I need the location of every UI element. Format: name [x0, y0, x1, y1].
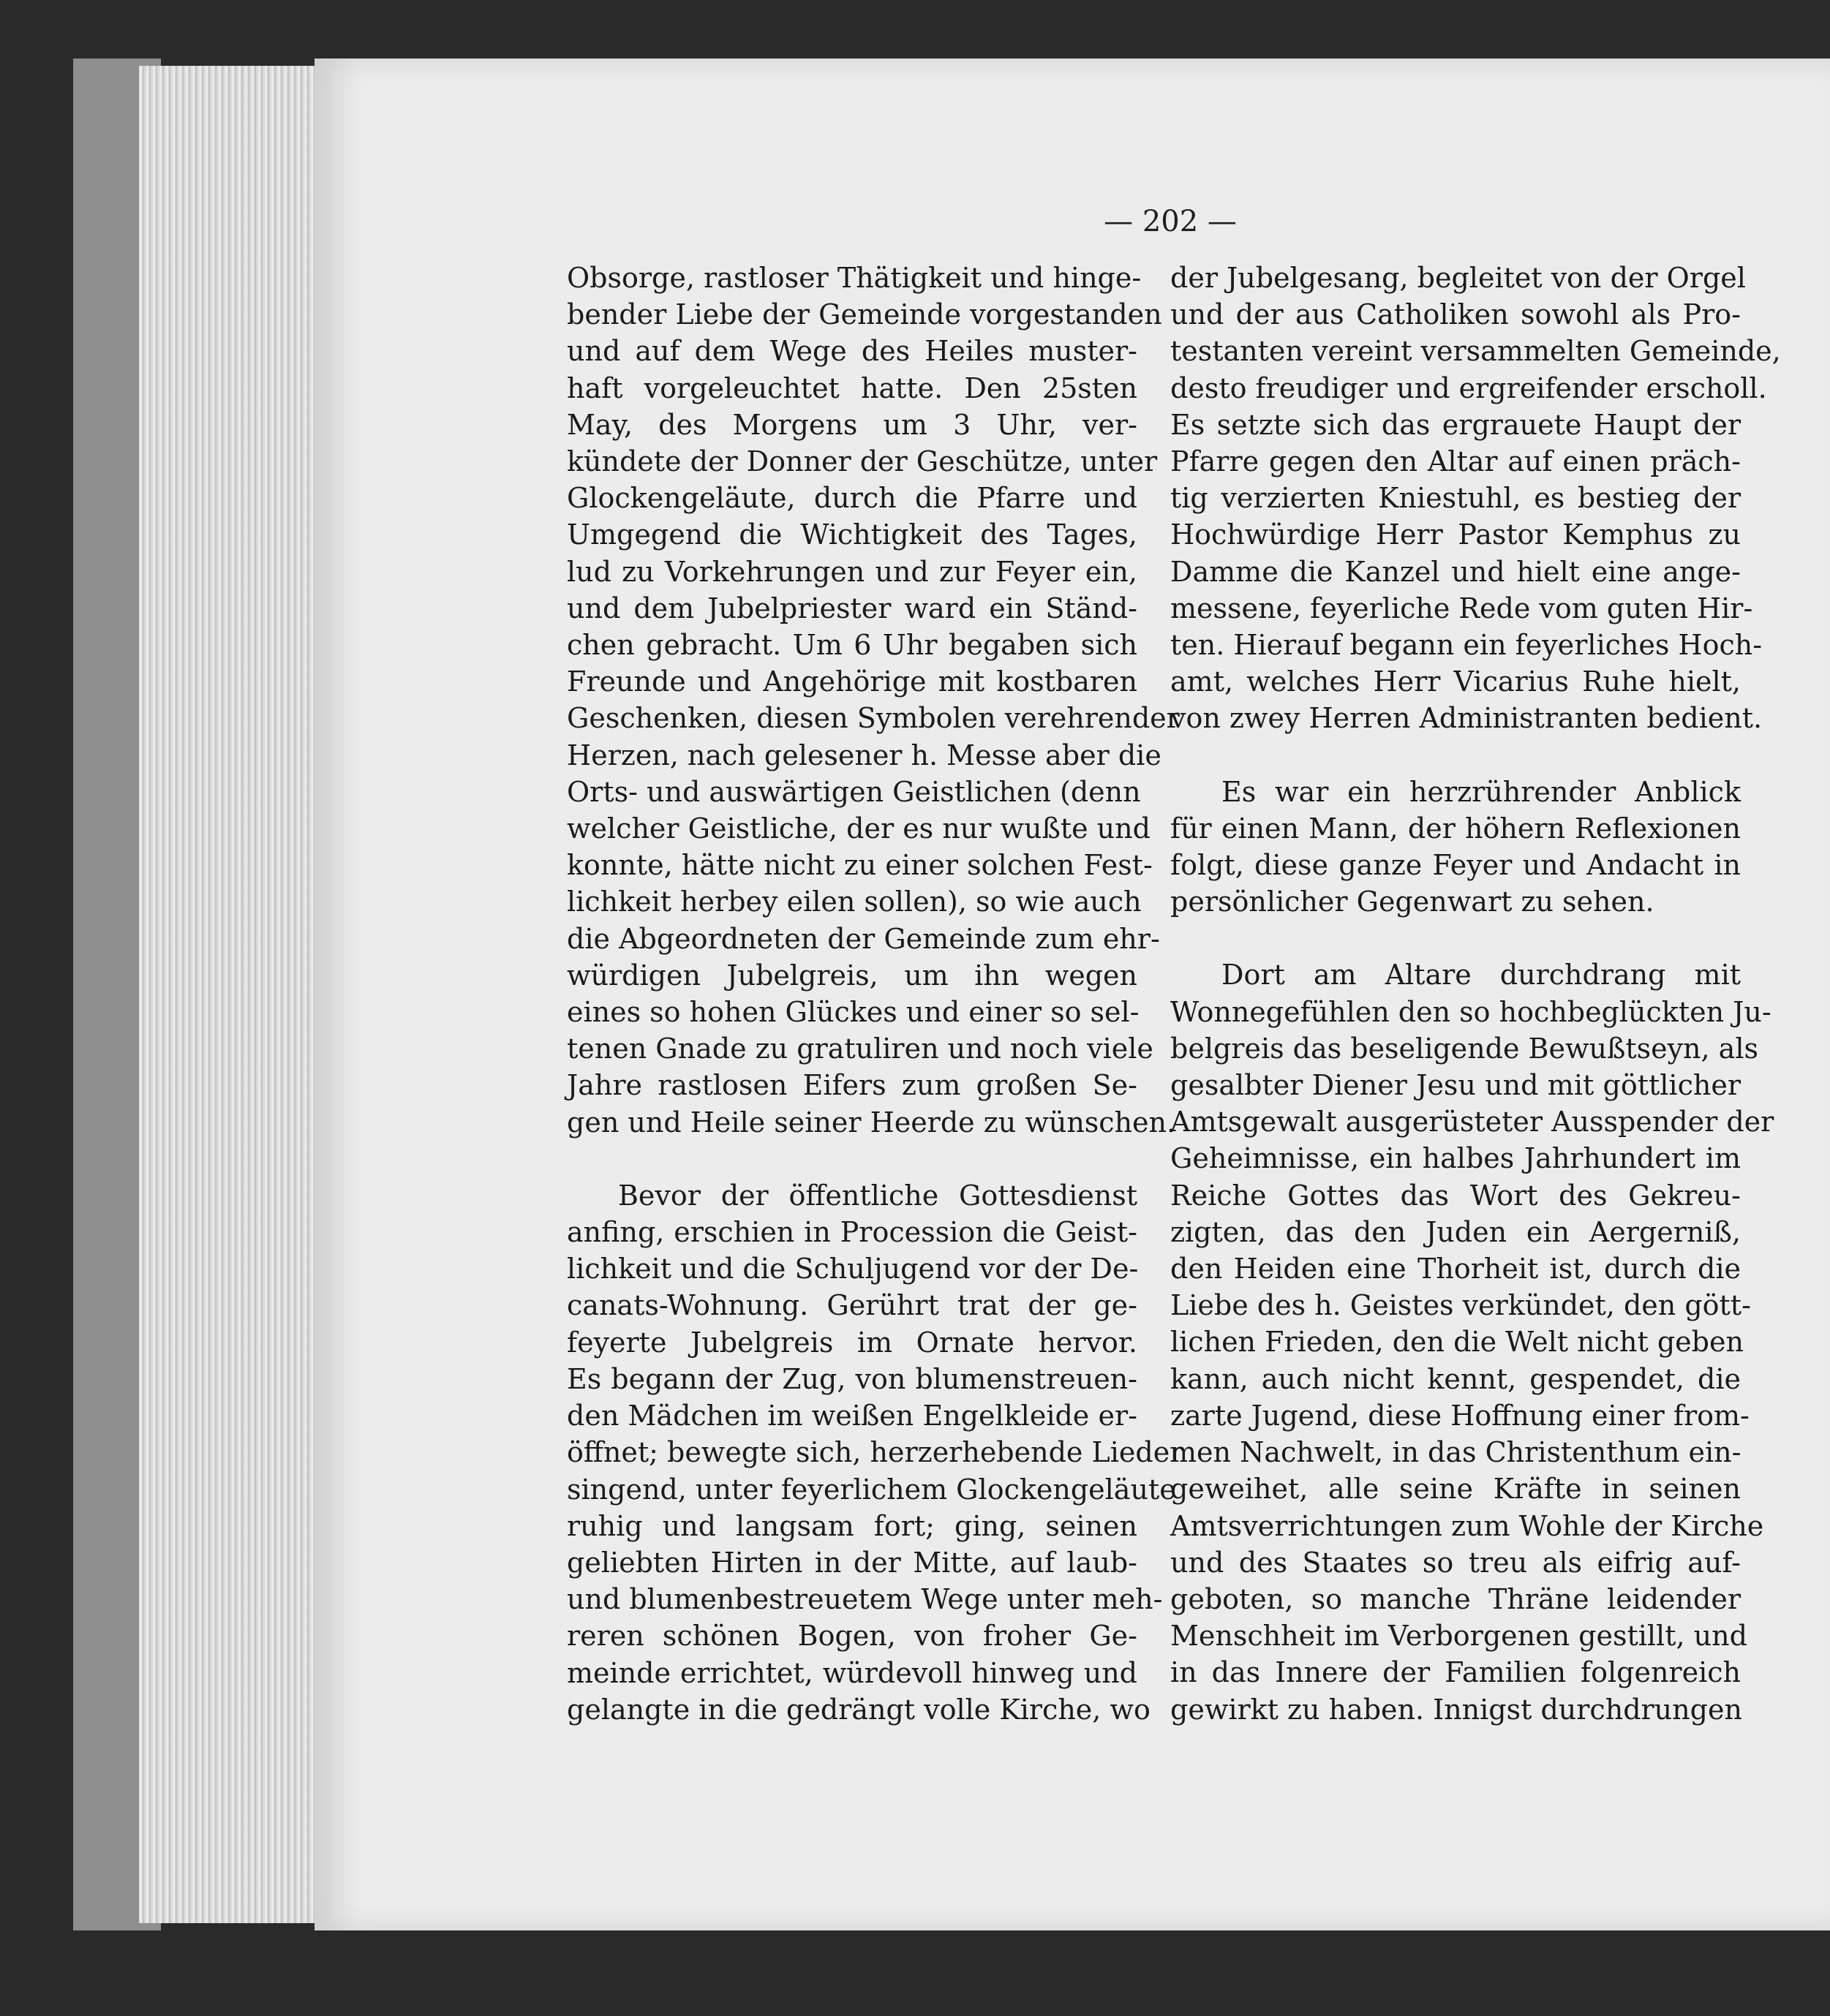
text-line: den Heiden eine Thorheit ist, durch die	[1170, 1253, 1741, 1286]
text-line: konnte, hätte nicht zu einer solchen Fest-	[567, 849, 1153, 882]
paragraph-gap	[1170, 737, 1741, 774]
text-line: geliebten Hirten in der Mitte, auf laub-	[567, 1546, 1137, 1579]
text-line: öffnet; bewegte sich, herzerhebende Lieder	[567, 1436, 1183, 1469]
text-line: testanten vereint versammelten Gemeinde,	[1170, 335, 1781, 368]
text-line: Amtsverrichtungen zum Wohle der Kirche	[1170, 1509, 1764, 1542]
text-line: anfing, erschien in Procession die Geist-	[567, 1216, 1137, 1249]
text-line: folgt, diese ganze Feyer und Andacht in	[1170, 849, 1741, 882]
left-paragraph-2	[567, 1141, 1183, 1728]
text-line: zigten, das den Juden ein Aergerniß,	[1170, 1215, 1741, 1248]
page-number: — 202 —	[1104, 205, 1237, 238]
text-line: belgreis das beseligende Bewußtseyn, als	[1170, 1032, 1758, 1065]
text-line: Hochwürdige Herr Pastor Kemphus zu	[1170, 518, 1741, 551]
text-line: für einen Mann, der höhern Reflexionen	[1170, 812, 1741, 845]
text-line: lichkeit herbey eilen sollen), so wie auch	[567, 886, 1142, 918]
text-line: bender Liebe der Gemeinde vorgestanden	[567, 298, 1162, 331]
text-line: singend, unter feyerlichem Glockengeläute	[567, 1473, 1176, 1506]
text-line: Menschheit im Verborgenen gestillt, und	[1170, 1620, 1747, 1653]
text-line: persönlicher Gegenwart zu sehen.	[1170, 886, 1654, 918]
text-line: Es setzte sich das ergrauete Haupt der	[1170, 408, 1741, 441]
text-line: Jahre rastlosen Eifers zum großen Se-	[567, 1069, 1137, 1102]
text-line: kann, auch nicht kennt, gespendet, die	[1170, 1362, 1741, 1395]
text-line: Es begann der Zug, von blumenstreuen-	[567, 1362, 1137, 1395]
text-line: men Nachwelt, in das Christenthum ein-	[1170, 1436, 1741, 1469]
text-line: canats-Wohnung. Gerührt trat der ge-	[567, 1289, 1137, 1322]
page-edges	[139, 66, 322, 1923]
text-line: in das Innere der Familien folgenreich	[1170, 1656, 1741, 1689]
text-line: eines so hohen Glückes und einer so sel-	[567, 996, 1140, 1029]
text-line: Freunde und Angehörige mit kostbaren	[567, 665, 1137, 698]
text-line: und auf dem Wege des Heiles muster-	[567, 335, 1137, 368]
text-line: geweihet, alle seine Kräfte in seinen	[1170, 1473, 1741, 1506]
text-line: ten. Hierauf begann ein feyerliches Hoch-	[1170, 629, 1763, 662]
text-line: Pfarre gegen den Altar auf einen präch-	[1170, 445, 1741, 478]
text-line: haft vorgeleuchtet hatte. Den 25sten	[567, 371, 1137, 404]
text-line: chen gebracht. Um 6 Uhr begaben sich	[567, 629, 1137, 662]
text-line: lud zu Vorkehrungen und zur Feyer ein,	[567, 555, 1137, 588]
text-line: Amtsgewalt ausgerüsteter Ausspender der	[1170, 1106, 1774, 1139]
text-line: May, des Morgens um 3 Uhr, ver-	[567, 408, 1137, 441]
text-line: tig verzierten Kniestuhl, es bestieg der	[1170, 482, 1741, 515]
text-line: reren schönen Bogen, von froher Ge-	[567, 1620, 1137, 1653]
text-line: lichen Frieden, den die Welt nicht geben	[1170, 1326, 1744, 1359]
text-line: Orts- und auswärtigen Geistlichen (denn	[567, 775, 1141, 808]
left-paragraph-1	[567, 260, 1180, 1141]
text-line: zarte Jugend, diese Hoffnung einer from-	[1170, 1399, 1750, 1432]
text-line: Glockengeläute, durch die Pfarre und	[567, 482, 1137, 515]
text-line: gesalbter Diener Jesu und mit göttlicher	[1170, 1069, 1741, 1102]
text-line: und des Staates so treu als eifrig auf-	[1170, 1546, 1741, 1579]
text-line: würdigen Jubelgreis, um ihn wegen	[567, 959, 1137, 992]
right-paragraph-1	[1170, 260, 1781, 737]
text-line: lichkeit und die Schuljugend vor der De-	[567, 1253, 1139, 1286]
text-line: gewirkt zu haben. Innigst durchdrungen	[1170, 1693, 1742, 1726]
text-line: Obsorge, rastloser Thätigkeit und hinge-	[567, 262, 1142, 294]
text-line: Geschenken, diesen Symbolen verehrender	[567, 702, 1180, 735]
text-line: den Mädchen im weißen Engelkleide er-	[567, 1400, 1137, 1432]
right-paragraph-3	[1170, 920, 1774, 1727]
text-line: Es war ein herzrührender Anblick	[1221, 775, 1741, 808]
text-line: amt, welches Herr Vicarius Ruhe hielt,	[1170, 665, 1741, 698]
text-line: ruhig und langsam fort; ging, seinen	[567, 1509, 1137, 1542]
text-line: messene, feyerliche Rede vom guten Hir-	[1170, 592, 1753, 624]
text-line: Dort am Altare durchdrang mit	[1221, 959, 1741, 992]
text-line: Geheimnisse, ein halbes Jahrhundert im	[1170, 1142, 1741, 1175]
text-line: Wonnegefühlen den so hochbeglückten Ju-	[1170, 995, 1771, 1028]
text-line: Reiche Gottes das Wort des Gekreu-	[1170, 1179, 1741, 1212]
text-line: gen und Heile seiner Heerde zu wünschen.	[567, 1106, 1176, 1139]
text-line: tenen Gnade zu gratuliren und noch viele	[567, 1032, 1153, 1065]
text-line: feyerte Jubelgreis im Ornate hervor.	[567, 1326, 1137, 1359]
text-line: und der aus Catholiken sowohl als Pro-	[1170, 298, 1741, 331]
right-column	[1170, 260, 1781, 1728]
text-line: von zwey Herren Administranten bedient.	[1170, 702, 1763, 735]
text-line: Bevor der öffentliche Gottesdienst	[618, 1179, 1137, 1212]
left-column	[567, 260, 1183, 1728]
paragraph-gap	[1170, 920, 1741, 956]
right-paragraph-2	[1170, 737, 1741, 921]
text-line: und dem Jubelpriester ward ein Ständ-	[567, 592, 1137, 624]
text-line: Umgegend die Wichtigkeit des Tages,	[567, 518, 1137, 551]
text-line: desto freudiger und ergreifender erscholl.	[1170, 371, 1767, 404]
text-line: Herzen, nach gelesener h. Messe aber die	[567, 739, 1161, 771]
text-line: meinde errichtet, würdevoll hinweg und	[567, 1656, 1137, 1689]
text-line: gelangte in die gedrängt volle Kirche, wo	[567, 1693, 1151, 1726]
text-line: kündete der Donner der Geschütze, unter	[567, 445, 1158, 478]
text-line: Liebe des h. Geistes verkündet, den gött-	[1170, 1289, 1751, 1322]
text-line: welcher Geistliche, der es nur wußte und	[567, 812, 1151, 845]
paragraph-gap	[567, 1141, 1137, 1177]
text-line: der Jubelgesang, begleitet von der Orgel	[1170, 262, 1746, 294]
text-line: die Abgeordneten der Gemeinde zum ehr-	[567, 922, 1160, 955]
text-line: geboten, so manche Thräne leidender	[1170, 1582, 1741, 1615]
text-line: Damme die Kanzel und hielt eine ange-	[1170, 555, 1741, 588]
text-line: und blumenbestreuetem Wege unter meh-	[567, 1583, 1163, 1616]
